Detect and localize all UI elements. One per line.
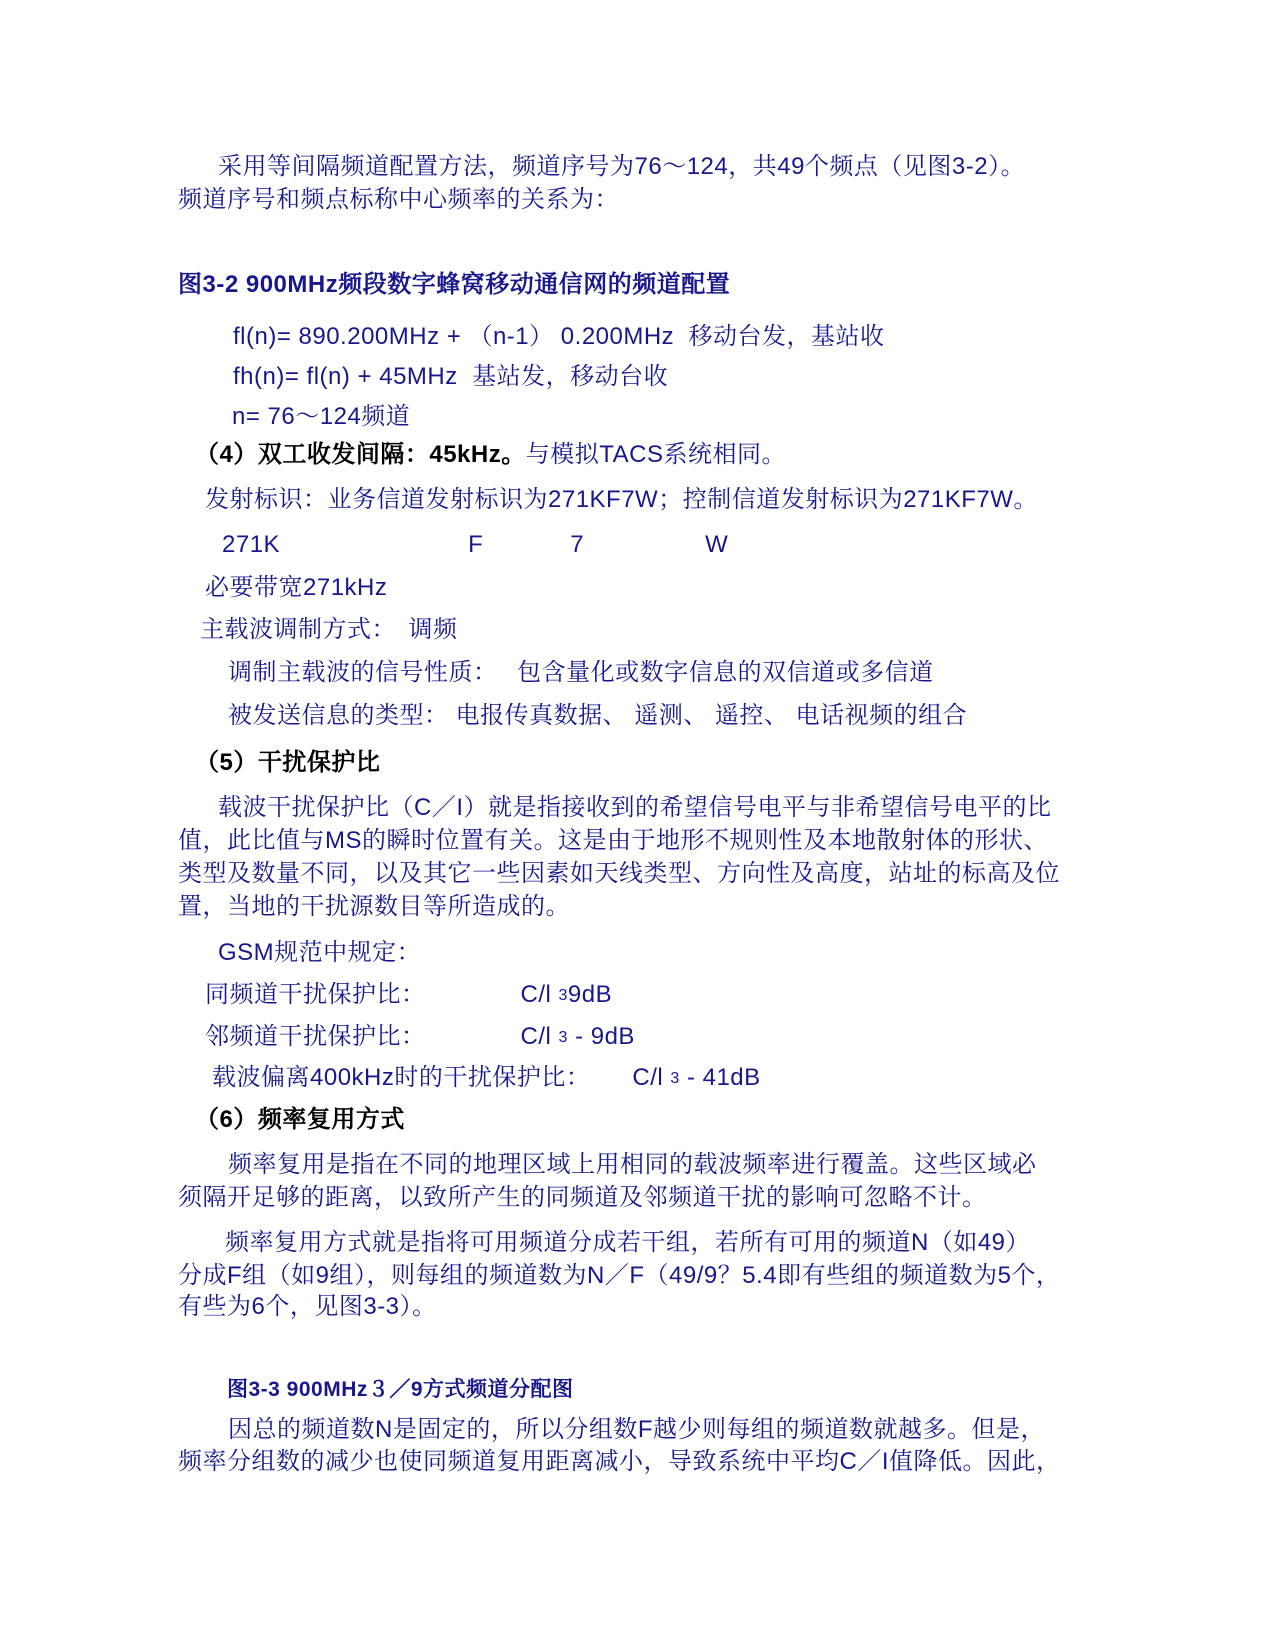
spacer [426, 1043, 521, 1044]
spec-offset-ci: C/l [632, 1064, 671, 1091]
spacer [584, 551, 705, 552]
item-6-para2-line-2: 分成F组（如9组），则每组的频道数为N／F（49/9？5.4即有些组的频道数为5个， [178, 1262, 1061, 1289]
emission-id-line: 发射标识：业务信道发射标识为271KF7W；控制信道发射标识为271KF7W。 [205, 486, 1038, 513]
formula-fl: fl(n)= 890.200MHz + （n-1） 0.200MHz 移动台发，基站收 [233, 323, 885, 350]
emission-code-w: W [705, 531, 729, 558]
info-type-line: 被发送信息的类型： 电报传真数据、 遥测、 遥控、 电话视频的组合 [228, 702, 968, 729]
item-4-heading-rest: 与模拟TACS系统相同。 [525, 441, 786, 468]
spec-adjacent-value: - 9dB [567, 1023, 635, 1050]
figure-3-3-caption: 图3-3 900MHz３／9方式频道分配图 [227, 1378, 574, 1401]
spec-cochannel-line [205, 980, 612, 1010]
intro-line-1: 采用等间隔频道配置方法，频道序号为76～124，共49个频点（见图3-2）。 [218, 153, 1026, 180]
item-4-heading-line [195, 440, 786, 470]
spec-cochannel-sub: 3 [558, 987, 568, 1004]
emission-code-7: 7 [570, 531, 585, 558]
spacer [426, 1001, 521, 1002]
figure-3-2-caption: 图3-2 900MHz频段数字蜂窝移动通信网的频道配置 [178, 271, 731, 298]
spec-adjacent-sub: 3 [558, 1029, 568, 1046]
intro-line-2: 频道序号和频点标称中心频率的关系为： [178, 186, 619, 213]
signal-nature-line: 调制主载波的信号性质： 包含量化或数字信息的双信道或多信道 [228, 659, 934, 686]
item-5-para-line-2: 值，此比值与MS的瞬时位置有关。这是由于地形不规则性及本地散射体的形状、 [178, 827, 1048, 854]
emission-code-line [222, 530, 728, 560]
item-6-para3-line-1: 因总的频道数N是固定的，所以分组数F越少则每组的频道数就越多。但是， [228, 1416, 1045, 1443]
spec-offset-label: 载波偏离400kHz时的干扰保护比： [212, 1064, 591, 1091]
emission-code-f: F [468, 531, 484, 558]
spacer [590, 1084, 632, 1085]
spec-adjacent-ci: C/l [520, 1023, 559, 1050]
spec-offset-sub: 3 [670, 1070, 680, 1087]
item-6-para2-line-3: 有些为6个，见图3-3）。 [178, 1293, 437, 1320]
spec-offset-value: - 41dB [679, 1064, 761, 1091]
item-6-para1-line-1: 频率复用是指在不同的地理区域上用相同的载波频率进行覆盖。这些区域必 [228, 1151, 1037, 1178]
formula-n: n= 76～124频道 [232, 403, 411, 430]
spec-cochannel-label: 同频道干扰保护比： [205, 981, 426, 1008]
item-6-para3-line-2: 频率分组数的减少也使同频道复用距离减小，导致系统中平均C／I值降低。因此， [178, 1448, 1061, 1475]
gsm-rule-line: GSM规范中规定： [218, 939, 422, 966]
item-5-heading: （5）干扰保护比 [195, 749, 381, 776]
spec-cochannel-value: 9dB [567, 981, 613, 1008]
spec-adjacent-label: 邻频道干扰保护比： [205, 1023, 426, 1050]
item-6-para2-line-1: 频率复用方式就是指将可用频道分成若干组，若所有可用的频道N（如49） [225, 1229, 1031, 1256]
item-5-para-line-1: 载波干扰保护比（C／I）就是指接收到的希望信号电平与非希望信号电平的比 [218, 794, 1052, 821]
item-6-heading: （6）频率复用方式 [195, 1106, 405, 1133]
modulation-line: 主载波调制方式： 调频 [200, 616, 458, 643]
spec-cochannel-ci: C/l [520, 981, 559, 1008]
item-4-heading-bold: （4）双工收发间隔：45kHz。 [195, 441, 526, 468]
spacer [483, 551, 570, 552]
item-5-para-line-3: 类型及数量不同，以及其它一些因素如天线类型、方向性及高度，站址的标高及位 [178, 860, 1060, 887]
formula-fh: fh(n)= fl(n) + 45MHz 基站发，移动台收 [233, 363, 669, 390]
item-5-para-line-4: 置，当地的干扰源数目等所造成的。 [178, 893, 570, 920]
bandwidth-line: 必要带宽271kHz [205, 574, 388, 601]
spec-offset-line [212, 1063, 761, 1093]
emission-code-271k: 271K [222, 531, 281, 558]
spacer [280, 551, 468, 552]
spec-adjacent-line [205, 1022, 635, 1052]
item-6-para1-line-2: 须隔开足够的距离，以致所产生的同频道及邻频道干扰的影响可忽略不计。 [178, 1184, 987, 1211]
